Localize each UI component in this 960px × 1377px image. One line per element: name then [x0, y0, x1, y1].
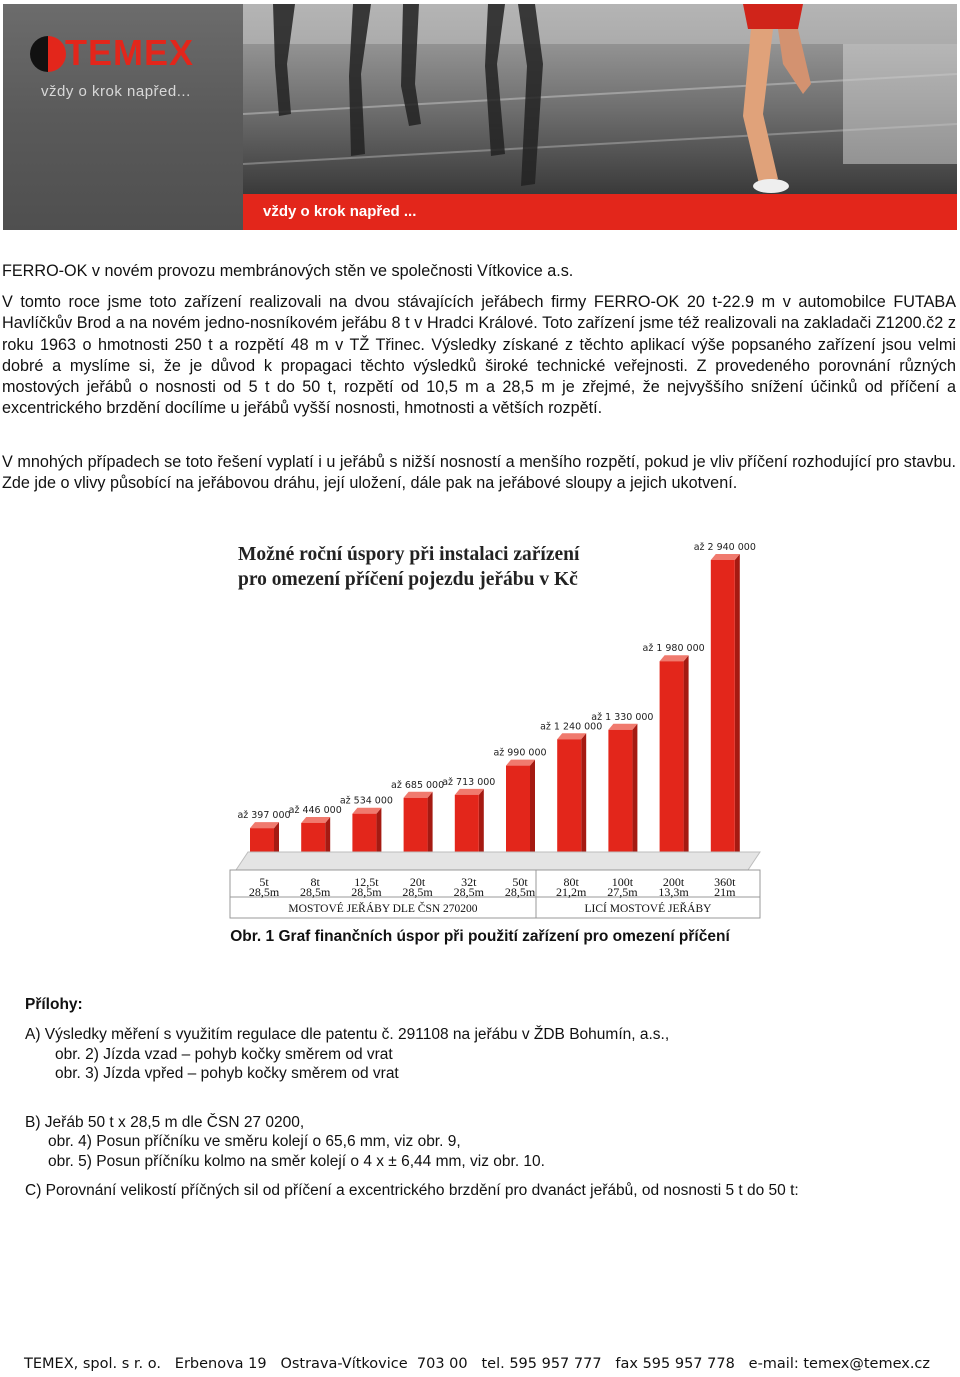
- category-load-label: 12,5t: [354, 875, 379, 889]
- logo-tagline: vždy o krok napřed...: [41, 83, 191, 100]
- attachment-a-figure-2: obr. 2) Jízda vzad – pohyb kočky směrem od vrat: [55, 1046, 393, 1063]
- article-heading: FERRO-OK v novém provozu membránových stěn ve společnosti Vítkovice a.s.: [2, 262, 574, 280]
- category-load-label: 8t: [310, 875, 320, 889]
- category-load-label: 80t: [563, 875, 579, 889]
- tagline-strip: [243, 194, 957, 230]
- bar: [608, 730, 632, 870]
- bar-value-label: až 2 940 000: [693, 542, 756, 553]
- bar-value-label: až 534 000: [339, 795, 393, 807]
- bar-top: [506, 760, 535, 766]
- category-load-label: 5t: [259, 875, 269, 889]
- footer-contact: TEMEX, spol. s r. o. Erbenova 19 Ostrava-Vítkovice 703 00 tel. 595 957 777 fax 595 957 778 e-mail: temex@temex.cz: [24, 1356, 931, 1372]
- category-span-label: 28,5m: [248, 885, 280, 899]
- category-load-label: 20t: [409, 875, 426, 889]
- chart-title-line-2: pro omezení příčení pojezdu jeřábu v Kč: [238, 569, 578, 590]
- category-load-label: 100t: [611, 875, 634, 889]
- bar-top: [455, 789, 484, 795]
- group-label-bridge-cranes: MOSTOVÉ JEŘÁBY DLE ČSN 270200: [288, 903, 478, 915]
- logo-panel: [3, 4, 243, 230]
- category-load-label: 360t: [714, 875, 736, 889]
- bar: [557, 739, 581, 870]
- logo-text: TEMEX: [65, 32, 195, 73]
- bar-side: [735, 554, 740, 864]
- bar-side: [530, 760, 535, 864]
- paragraph-2: V mnohých případech se toto řešení vyplatí i u jeřábů s nižší nosností a menšího rozpětí, pokud je vliv příčení rozhodující pro stavbu. Zde jde o vlivy působící na jeřábovou dráhu, její uložení, dále pak na jeřábové sloupy a jejich ukotvení.: [2, 453, 956, 493]
- bar-value-label: až 1 240 000: [540, 721, 603, 733]
- category-span-label: 27,5m: [607, 885, 638, 899]
- bar-top: [250, 822, 279, 828]
- bar-top: [557, 733, 586, 739]
- bar-value-label: až 713 000: [442, 776, 496, 788]
- category-span-label: 28,5m: [504, 885, 536, 899]
- bar-value-label: až 397 000: [237, 810, 291, 822]
- bar-top: [404, 792, 433, 798]
- category-span-label: 21m: [714, 885, 736, 899]
- header-banner: [3, 4, 957, 230]
- bar-side: [581, 733, 586, 864]
- bar-value-label: až 446 000: [288, 804, 342, 816]
- category-span-label: 28,5m: [402, 885, 433, 899]
- category-span-label: 21,2m: [556, 885, 587, 899]
- attachment-a: A) Výsledky měření s využitím regulace dle patentu č. 291108 na jeřábu v ŽDB Bohumín, a.s.,: [25, 1026, 670, 1043]
- category-load-label: 32t: [461, 875, 477, 889]
- bar-top: [608, 724, 637, 730]
- paragraph-1: V tomto roce jsme toto zařízení realizovali na dvou stávajících jeřábech firmy FERRO-OK 20 t-22.9 m v automobilce FUTABA Havlíčkův Brod a na novém jedno-nosníkovém jeřábu 8 t v Hradci Králové. Toto zařízení jsme též realizovali na zakladači Z1200.č2 z roku 1963 o hmotnosti 250 t a rozpětí 48 m v TŽ Třinec. Výsledky získané z těchto aplikací výše popsaného zařízení jsou velmi dobré a myslíme si, že je důvod k propagaci těchto výsledků široké technické veřejnosti. Z provedeného porovnání různých mostových jeřábů o nosnosti od 5 t do 50 t, rozpětí od 10,5 m a 28,5 m je zřejmé, že nejvyššího snížení účinků od příčení a excentrického brzdění docílíme u jeřábů vyšší nosnosti, hmotnosti a větších rozpětí.: [2, 293, 956, 418]
- chart-floor: [236, 852, 760, 870]
- strip-tagline: vždy o krok napřed ...: [263, 203, 417, 220]
- bar-side: [632, 724, 637, 864]
- chart-title-line-1: Možné roční úspory při instalaci zařízení: [238, 544, 580, 565]
- bar-side: [684, 655, 689, 864]
- category-span-label: 28,5m: [351, 885, 382, 899]
- temex-logo-icon: [30, 36, 66, 72]
- attachment-c: C) Porovnání velikostí příčných sil od příčení a excentrického brzdění pro dvanáct jeřábů, od nosnosti 5 t do 50 t:: [25, 1182, 799, 1199]
- bar-value-label: až 990 000: [493, 747, 547, 759]
- bar: [711, 560, 735, 870]
- category-span-label: 28,5m: [300, 885, 331, 899]
- category-load-label: 200t: [662, 875, 685, 889]
- attachment-b-figure-4: obr. 4) Posun příčníku ve směru kolejí o 65,6 mm, viz obr. 9,: [48, 1133, 461, 1150]
- bar-value-label: až 685 000: [391, 779, 445, 791]
- attachment-b-figure-5: obr. 5) Posun příčníku kolmo na směr kolejí o 4 x ± 6,44 mm, viz obr. 10.: [48, 1153, 545, 1170]
- attachment-a-figure-3: obr. 3) Jízda vpřed – pohyb kočky směrem od vrat: [55, 1065, 399, 1082]
- category-load-label: 50t: [512, 875, 528, 889]
- runners-photo-illustration: [243, 4, 957, 194]
- bar-value-label: až 1 980 000: [642, 643, 705, 655]
- category-span-label: 28,5m: [453, 885, 484, 899]
- runners-photo: [243, 4, 957, 194]
- bar-top: [352, 808, 381, 814]
- bar-top: [660, 655, 689, 661]
- attachment-b: B) Jeřáb 50 t x 28,5 m dle ČSN 27 0200,: [25, 1114, 305, 1131]
- group-label-casting-cranes: LICÍ MOSTOVÉ JEŘÁBY: [584, 903, 712, 915]
- savings-chart: [228, 530, 762, 920]
- bar-top: [301, 817, 330, 823]
- attachments-heading: Přílohy:: [25, 996, 83, 1013]
- chart-title: [238, 542, 579, 592]
- figure-caption: Obr. 1 Graf finančních úspor při použití zařízení pro omezení příčení: [230, 928, 730, 945]
- bar-value-label: až 1 330 000: [591, 711, 654, 723]
- category-span-label: 13,3m: [658, 885, 689, 899]
- bar: [660, 661, 684, 870]
- bar-top: [711, 554, 740, 560]
